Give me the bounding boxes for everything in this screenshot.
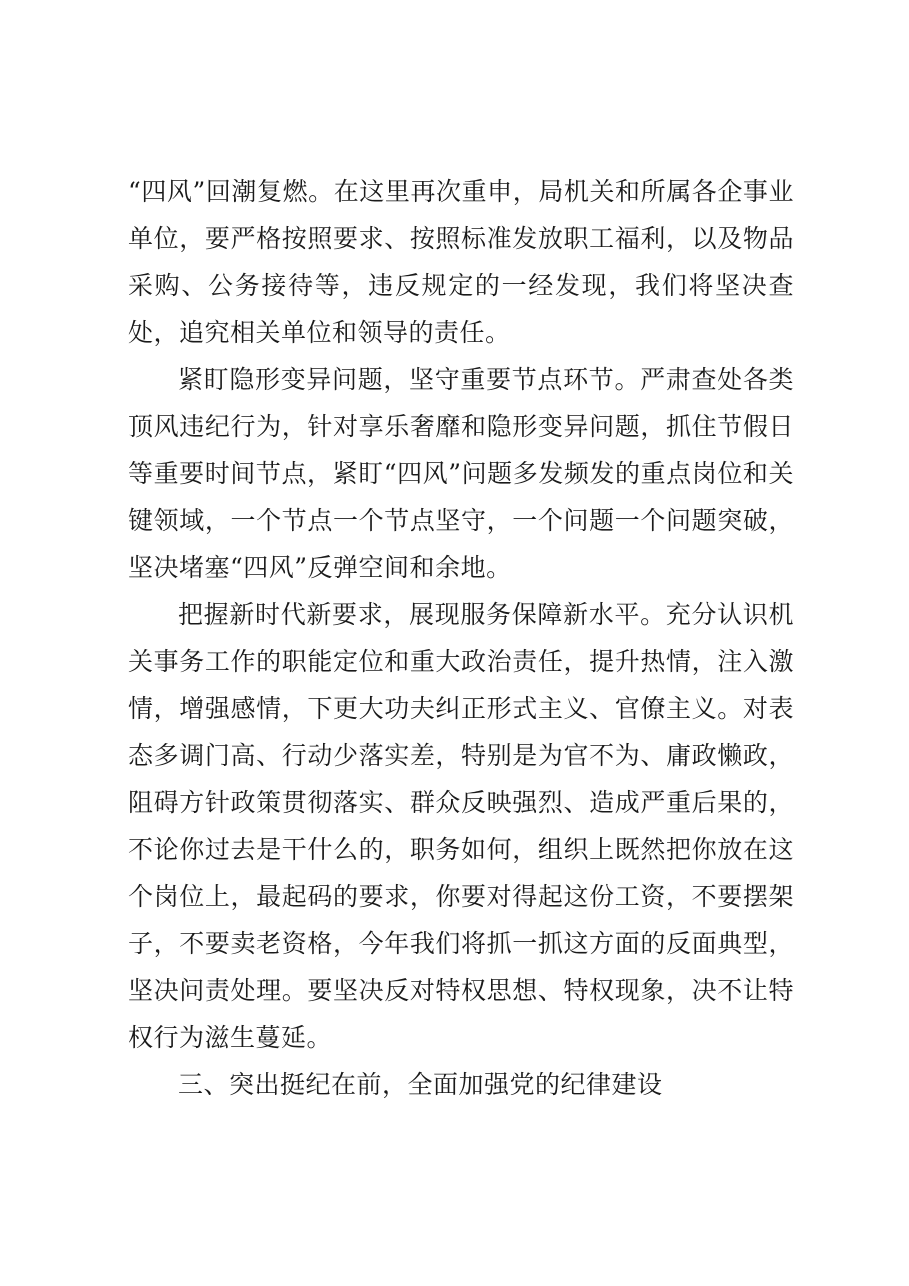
section-heading-discipline: 三、突出挺纪在前，全面加强党的纪律建设 [178,1070,663,1099]
paragraph-continuation: “四风”回潮复燃。在这里再次重申，局机关和所属各企事业单位，要严格按照要求、按照标准发放职工福利，以及物品采购、公务接待等，违反规定的一经发现，我们将坚决查处，追究相关单位和领导的责任。 [128,177,794,347]
paragraph-hidden-variants: 紧盯隐形变异问题，坚守重要节点环节。严肃查处各类顶风违纪行为，针对享乐奢靡和隐形变异问题，抓住节假日等重要时间节点，紧盯“四风”问题多发频发的重点岗位和关键领域，一个节点一个节点坚守，一个问题一个问题突破，坚决堵塞“四风”反弹空间和余地。 [128,365,794,582]
paragraph-new-era-requirements: 把握新时代新要求，展现服务保障新水平。充分认识机关事务工作的职能定位和重大政治责任，提升热情，注入激情，增强感情，下更大功夫纠正形式主义、官僚主义。对表态多调门高、行动少落实差，特别是为官不为、庸政懒政，阻碍方针政策贯彻落实、群众反映强烈、造成严重后果的，不论你过去是干什么的，职务如何，组织上既然把你放在这个岗位上，最起码的要求，你要对得起这份工资，不要摆架子，不要卖老资格，今年我们将抓一抓这方面的反面典型，坚决问责处理。要坚决反对特权思想、特权现象，决不让特权行为滋生蔓延。 [128,600,794,1052]
document-body [128,168,794,1108]
